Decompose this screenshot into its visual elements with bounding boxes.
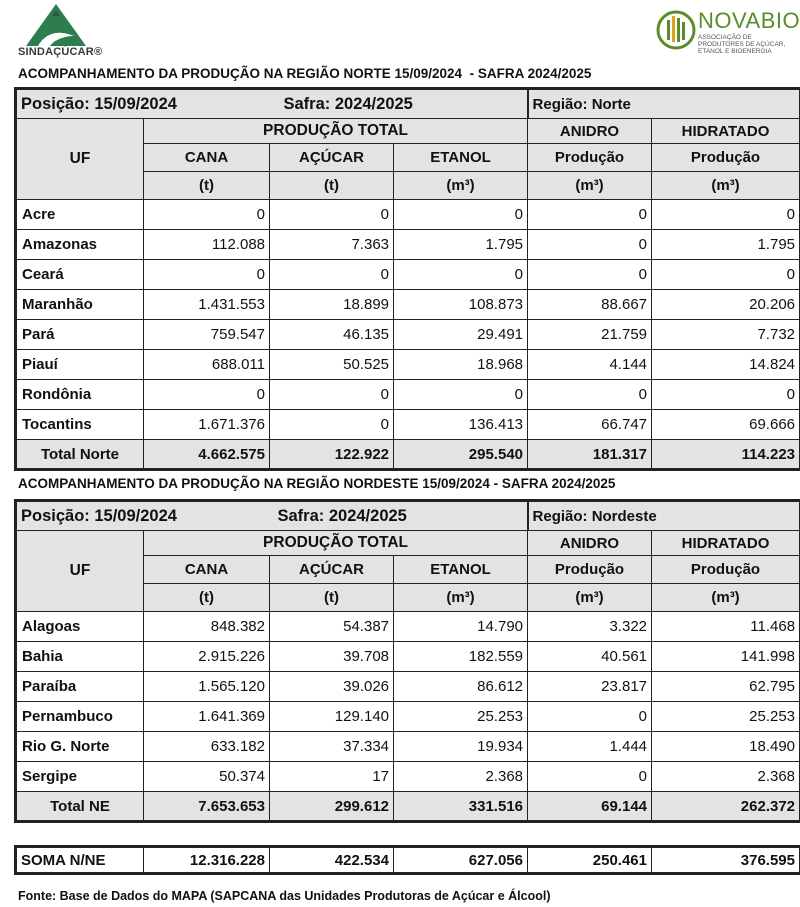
nordeste-hidratado-unit: (m³) <box>652 584 800 612</box>
norte-hidratado-cell: 7.732 <box>652 320 800 350</box>
norte-etanol-header: ETANOL <box>394 144 528 172</box>
norte-hidratado-producao-header: Produção <box>652 144 800 172</box>
nordeste-total-row <box>16 792 800 822</box>
norte-anidro-cell: 66.747 <box>528 410 652 440</box>
norte-uf-cell: Acre <box>16 200 144 230</box>
nordeste-etanol-cell: 86.612 <box>394 672 528 702</box>
nordeste-acucar-cell: 37.334 <box>270 732 394 762</box>
table-row <box>16 762 800 792</box>
nordeste-regiao: Região: Nordeste <box>528 501 800 531</box>
norte-section-title: ACOMPANHAMENTO DA PRODUÇÃO NA REGIÃO NORTE 15/09/2024 - SAFRA 2024/2025 <box>18 66 592 81</box>
nordeste-info-row <box>16 501 800 531</box>
nordeste-anidro-cell: 23.817 <box>528 672 652 702</box>
sindacucar-brand-text: SINDAÇÚCAR® <box>18 46 103 58</box>
nordeste-acucar-header: AÇÚCAR <box>270 556 394 584</box>
nordeste-uf-cell: Bahia <box>16 642 144 672</box>
norte-anidro-unit: (m³) <box>528 172 652 200</box>
norte-acucar-cell: 0 <box>270 380 394 410</box>
norte-hidratado-cell: 14.824 <box>652 350 800 380</box>
norte-hidratado-cell: 69.666 <box>652 410 800 440</box>
norte-acucar-cell: 0 <box>270 200 394 230</box>
soma-acucar: 422.534 <box>270 847 394 874</box>
nordeste-anidro-cell: 0 <box>528 762 652 792</box>
norte-cana-cell: 759.547 <box>144 320 270 350</box>
table-row <box>16 260 800 290</box>
nordeste-hidratado-header: HIDRATADO <box>652 531 800 556</box>
nordeste-cana-cell: 848.382 <box>144 612 270 642</box>
norte-uf-cell: Amazonas <box>16 230 144 260</box>
norte-posicao-cell <box>16 89 413 119</box>
table-row <box>16 290 800 320</box>
norte-etanol-cell: 29.491 <box>394 320 528 350</box>
nordeste-hidratado-cell: 141.998 <box>652 642 800 672</box>
soma-row <box>16 847 800 874</box>
norte-uf-header: UF <box>16 119 144 200</box>
norte-total-hidratado: 114.223 <box>652 440 800 470</box>
nordeste-hidratado-cell: 2.368 <box>652 762 800 792</box>
nordeste-total-anidro: 69.144 <box>528 792 652 822</box>
norte-regiao: Região: Norte <box>528 89 800 119</box>
norte-anidro-cell: 0 <box>528 260 652 290</box>
table-row <box>16 672 800 702</box>
nordeste-anidro-cell: 1.444 <box>528 732 652 762</box>
norte-etanol-cell: 0 <box>394 200 528 230</box>
nordeste-etanol-header: ETANOL <box>394 556 528 584</box>
nordeste-anidro-producao-header: Produção <box>528 556 652 584</box>
norte-table <box>14 87 800 471</box>
sindacucar-logo <box>16 2 103 60</box>
nordeste-hidratado-cell: 11.468 <box>652 612 800 642</box>
nordeste-posicao: Posição: 15/09/2024 <box>21 506 177 525</box>
table-row <box>16 320 800 350</box>
table-row <box>16 642 800 672</box>
nordeste-total-acucar: 299.612 <box>270 792 394 822</box>
norte-acucar-cell: 7.363 <box>270 230 394 260</box>
nordeste-cana-cell: 1.641.369 <box>144 702 270 732</box>
norte-safra: Safra: 2024/2025 <box>283 94 413 113</box>
soma-anidro: 250.461 <box>528 847 652 874</box>
norte-etanol-cell: 136.413 <box>394 410 528 440</box>
norte-hidratado-cell: 0 <box>652 200 800 230</box>
norte-hidratado-header: HIDRATADO <box>652 119 800 144</box>
nordeste-hidratado-cell: 18.490 <box>652 732 800 762</box>
norte-total-label: Total Norte <box>16 440 144 470</box>
norte-posicao: Posição: 15/09/2024 <box>21 94 177 113</box>
nordeste-uf-cell: Sergipe <box>16 762 144 792</box>
nordeste-total-label: Total NE <box>16 792 144 822</box>
table-row <box>16 732 800 762</box>
norte-anidro-cell: 88.667 <box>528 290 652 320</box>
sindacucar-logo-icon <box>16 2 96 48</box>
nordeste-acucar-cell: 129.140 <box>270 702 394 732</box>
norte-hidratado-cell: 1.795 <box>652 230 800 260</box>
nordeste-total-cana: 7.653.653 <box>144 792 270 822</box>
nordeste-anidro-unit: (m³) <box>528 584 652 612</box>
norte-total-acucar: 122.922 <box>270 440 394 470</box>
norte-cana-header: CANA <box>144 144 270 172</box>
norte-total-row <box>16 440 800 470</box>
soma-cana: 12.316.228 <box>144 847 270 874</box>
norte-anidro-cell: 0 <box>528 200 652 230</box>
norte-acucar-cell: 18.899 <box>270 290 394 320</box>
nordeste-total-hidratado: 262.372 <box>652 792 800 822</box>
norte-acucar-cell: 50.525 <box>270 350 394 380</box>
nordeste-anidro-cell: 40.561 <box>528 642 652 672</box>
nordeste-acucar-cell: 17 <box>270 762 394 792</box>
nordeste-anidro-header: ANIDRO <box>528 531 652 556</box>
norte-etanol-cell: 1.795 <box>394 230 528 260</box>
norte-acucar-cell: 0 <box>270 410 394 440</box>
norte-hidratado-cell: 20.206 <box>652 290 800 320</box>
nordeste-producao-total-header: PRODUÇÃO TOTAL <box>144 531 528 556</box>
norte-acucar-cell: 0 <box>270 260 394 290</box>
nordeste-etanol-unit: (m³) <box>394 584 528 612</box>
table-row <box>16 200 800 230</box>
norte-anidro-cell: 21.759 <box>528 320 652 350</box>
norte-uf-cell: Ceará <box>16 260 144 290</box>
table-row <box>16 350 800 380</box>
nordeste-cana-cell: 50.374 <box>144 762 270 792</box>
norte-etanol-cell: 108.873 <box>394 290 528 320</box>
nordeste-uf-cell: Rio G. Norte <box>16 732 144 762</box>
nordeste-cana-unit: (t) <box>144 584 270 612</box>
norte-total-etanol: 295.540 <box>394 440 528 470</box>
nordeste-anidro-cell: 3.322 <box>528 612 652 642</box>
norte-cana-cell: 688.011 <box>144 350 270 380</box>
norte-uf-cell: Tocantins <box>16 410 144 440</box>
nordeste-anidro-cell: 0 <box>528 702 652 732</box>
norte-acucar-cell: 46.135 <box>270 320 394 350</box>
nordeste-posicao-cell <box>16 501 407 531</box>
table-row <box>16 380 800 410</box>
nordeste-hidratado-producao-header: Produção <box>652 556 800 584</box>
novabio-subtitle: ASSOCIAÇÃO DE PRODUTORES DE AÇÚCAR, ETANOL E BIOENERGIA <box>698 34 786 55</box>
nordeste-uf-header: UF <box>16 531 144 612</box>
soma-label: SOMA N/NE <box>16 847 144 874</box>
norte-etanol-cell: 0 <box>394 380 528 410</box>
table-row <box>16 230 800 260</box>
norte-cana-cell: 0 <box>144 200 270 230</box>
nordeste-section-title: ACOMPANHAMENTO DA PRODUÇÃO NA REGIÃO NORDESTE 15/09/2024 - SAFRA 2024/2025 <box>18 476 616 491</box>
nordeste-etanol-cell: 14.790 <box>394 612 528 642</box>
novabio-logo-icon <box>656 8 696 52</box>
nordeste-cana-cell: 1.565.120 <box>144 672 270 702</box>
nordeste-uf-cell: Pernambuco <box>16 702 144 732</box>
nordeste-total-etanol: 331.516 <box>394 792 528 822</box>
norte-etanol-unit: (m³) <box>394 172 528 200</box>
nordeste-etanol-cell: 19.934 <box>394 732 528 762</box>
novabio-logo <box>656 4 800 58</box>
norte-cana-unit: (t) <box>144 172 270 200</box>
norte-cana-cell: 0 <box>144 380 270 410</box>
nordeste-acucar-cell: 39.708 <box>270 642 394 672</box>
table-row <box>16 702 800 732</box>
novabio-name: NOVABIO <box>698 8 800 33</box>
norte-hidratado-cell: 0 <box>652 260 800 290</box>
nordeste-acucar-cell: 39.026 <box>270 672 394 702</box>
nordeste-cana-cell: 2.915.226 <box>144 642 270 672</box>
soma-table <box>14 845 800 875</box>
norte-cana-cell: 1.431.553 <box>144 290 270 320</box>
source-footnote: Fonte: Base de Dados do MAPA (SAPCANA das Unidades Produtoras de Açúcar e Álcool) <box>18 889 551 903</box>
nordeste-etanol-cell: 182.559 <box>394 642 528 672</box>
nordeste-acucar-unit: (t) <box>270 584 394 612</box>
norte-anidro-header: ANIDRO <box>528 119 652 144</box>
norte-acucar-unit: (t) <box>270 172 394 200</box>
norte-cana-cell: 1.671.376 <box>144 410 270 440</box>
nordeste-table <box>14 499 800 823</box>
norte-hidratado-cell: 0 <box>652 380 800 410</box>
norte-cana-cell: 112.088 <box>144 230 270 260</box>
nordeste-cana-cell: 633.182 <box>144 732 270 762</box>
table-row <box>16 612 800 642</box>
nordeste-uf-cell: Alagoas <box>16 612 144 642</box>
table-row <box>16 410 800 440</box>
norte-cana-cell: 0 <box>144 260 270 290</box>
norte-total-anidro: 181.317 <box>528 440 652 470</box>
soma-hidratado: 376.595 <box>652 847 800 874</box>
nordeste-safra: Safra: 2024/2025 <box>277 506 407 525</box>
nordeste-etanol-cell: 25.253 <box>394 702 528 732</box>
norte-info-row <box>16 89 800 119</box>
norte-etanol-cell: 18.968 <box>394 350 528 380</box>
norte-total-cana: 4.662.575 <box>144 440 270 470</box>
norte-uf-cell: Pará <box>16 320 144 350</box>
norte-acucar-header: AÇÚCAR <box>270 144 394 172</box>
norte-anidro-producao-header: Produção <box>528 144 652 172</box>
norte-hidratado-unit: (m³) <box>652 172 800 200</box>
nordeste-etanol-cell: 2.368 <box>394 762 528 792</box>
norte-anidro-cell: 0 <box>528 380 652 410</box>
nordeste-uf-cell: Paraíba <box>16 672 144 702</box>
nordeste-cana-header: CANA <box>144 556 270 584</box>
nordeste-hidratado-cell: 62.795 <box>652 672 800 702</box>
norte-uf-cell: Maranhão <box>16 290 144 320</box>
soma-etanol: 627.056 <box>394 847 528 874</box>
norte-etanol-cell: 0 <box>394 260 528 290</box>
norte-producao-total-header: PRODUÇÃO TOTAL <box>144 119 528 144</box>
norte-anidro-cell: 4.144 <box>528 350 652 380</box>
norte-anidro-cell: 0 <box>528 230 652 260</box>
norte-uf-cell: Rondônia <box>16 380 144 410</box>
nordeste-acucar-cell: 54.387 <box>270 612 394 642</box>
nordeste-hidratado-cell: 25.253 <box>652 702 800 732</box>
norte-uf-cell: Piauí <box>16 350 144 380</box>
page-header <box>0 0 800 64</box>
